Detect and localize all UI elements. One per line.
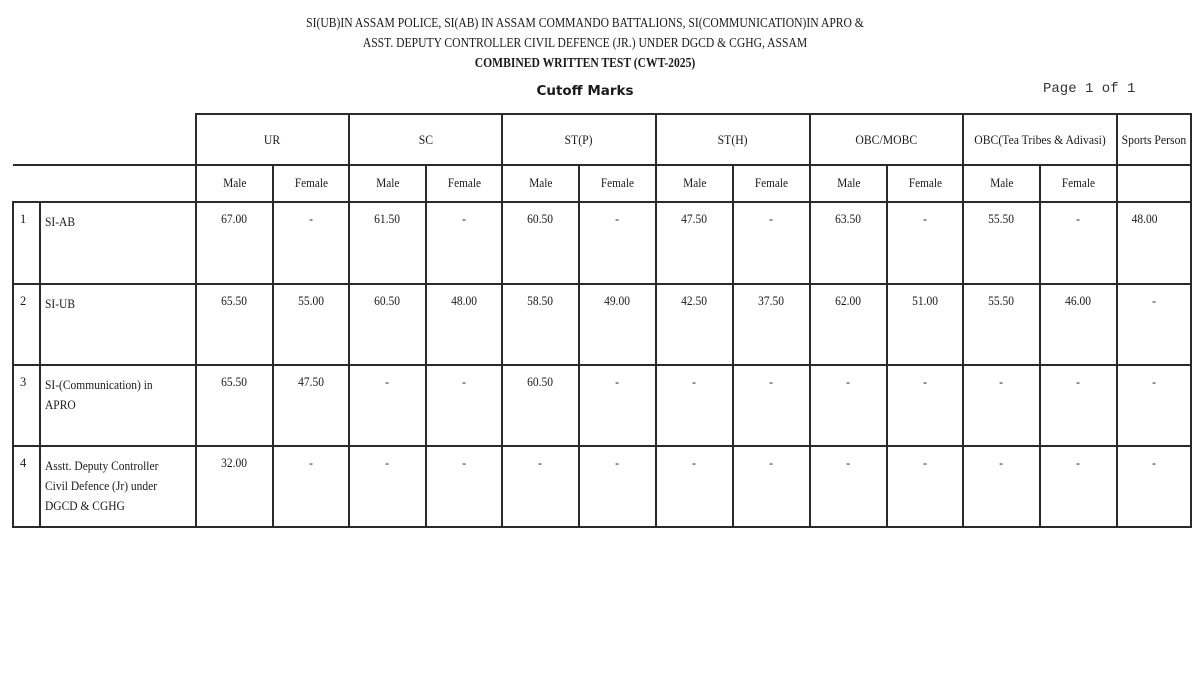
cutoff-cell: - (502, 446, 579, 527)
post-name: SI-UB (40, 284, 196, 365)
sub-header-male: Male (196, 165, 273, 202)
header-line-2: ASST. DEPUTY CONTROLLER CIVIL DEFENCE (JR.) UNDER DGCD & CGHG, ASSAM (362, 35, 808, 50)
cutoff-cell: - (887, 365, 963, 446)
post-name: Asstt. Deputy Controller Civil Defence (Jr) under DGCD & CGHG (40, 446, 196, 527)
row-number: 3 (13, 365, 40, 446)
category-header: UR (196, 114, 349, 165)
row-number: 1 (13, 202, 40, 284)
sub-header-female: Female (426, 165, 502, 202)
cutoff-cell: - (426, 446, 502, 527)
cutoff-cell: - (887, 202, 963, 284)
table-row (13, 284, 1191, 365)
gender-header-row (13, 165, 1191, 202)
cutoff-cell: - (733, 202, 810, 284)
cutoff-cell: - (273, 446, 349, 527)
header-blank (13, 114, 196, 165)
cutoff-cell: - (963, 446, 1040, 527)
row-number: 2 (13, 284, 40, 365)
table-row (13, 446, 1191, 527)
cutoff-cell: - (733, 365, 810, 446)
sub-header-male: Male (810, 165, 887, 202)
cutoff-cell: 55.50 (963, 284, 1040, 365)
cutoff-cell: - (887, 446, 963, 527)
cutoff-cell: 37.50 (733, 284, 810, 365)
cutoff-cell: - (349, 446, 426, 527)
post-name: SI-(Communication) in APRO (40, 365, 196, 446)
cutoff-table (12, 113, 1192, 528)
table-row (13, 365, 1191, 446)
cutoff-cell: - (426, 365, 502, 446)
cutoff-cell: - (579, 202, 656, 284)
header-line-3: COMBINED WRITTEN TEST (CWT-2025) (474, 55, 696, 70)
cutoff-cell: - (733, 446, 810, 527)
cutoff-cell: 46.00 (1040, 284, 1117, 365)
header-line-1: SI(UB)IN ASSAM POLICE, SI(AB) IN ASSAM COMMANDO BATTALIONS, SI(COMMUNICATION)IN APRO & (306, 15, 864, 30)
cutoff-cell: 47.50 (273, 365, 349, 446)
page-info: Page 1 of 1 (1043, 81, 1136, 97)
cutoff-cell: - (426, 202, 502, 284)
cutoff-cell: - (273, 202, 349, 284)
cutoff-cell: 55.50 (963, 202, 1040, 284)
cutoff-cell: 63.50 (810, 202, 887, 284)
cutoff-cell: 60.50 (349, 284, 426, 365)
sub-header-female: Female (887, 165, 963, 202)
sub-header-female: Female (273, 165, 349, 202)
category-header: OBC(Tea Tribes & Adivasi) (963, 114, 1117, 165)
sub-header-male: Male (502, 165, 579, 202)
cutoff-cell: - (963, 365, 1040, 446)
cutoff-cell: - (810, 446, 887, 527)
sub-header-sports-blank (1117, 165, 1191, 202)
cutoff-cell: - (1117, 446, 1191, 527)
header-blank (13, 165, 196, 202)
category-header: OBC/MOBC (810, 114, 963, 165)
category-header-row (13, 114, 1191, 165)
cutoff-cell: 62.00 (810, 284, 887, 365)
table-row (13, 202, 1191, 284)
cutoff-cell: - (656, 446, 733, 527)
category-header: SC (349, 114, 502, 165)
cutoff-cell: 61.50 (349, 202, 426, 284)
row-number: 4 (13, 446, 40, 527)
cutoff-cell: 51.00 (887, 284, 963, 365)
category-header: ST(P) (502, 114, 656, 165)
cutoff-cell: - (1117, 365, 1191, 446)
cutoff-cell: - (656, 365, 733, 446)
cutoff-cell: 67.00 (196, 202, 273, 284)
cutoff-cell: - (579, 446, 656, 527)
subtitle-cutoff-marks: Cutoff Marks (536, 83, 634, 99)
cutoff-cell: 48.00 (1117, 202, 1191, 284)
sub-header-female: Female (733, 165, 810, 202)
cutoff-cell: 42.50 (656, 284, 733, 365)
cutoff-cell: 60.50 (502, 365, 579, 446)
category-header: ST(H) (656, 114, 810, 165)
sub-header-male: Male (656, 165, 733, 202)
cutoff-cell: 65.50 (196, 365, 273, 446)
cutoff-cell: - (1040, 446, 1117, 527)
cutoff-cell: 58.50 (502, 284, 579, 365)
cutoff-cell: - (810, 365, 887, 446)
cutoff-cell: 32.00 (196, 446, 273, 527)
cutoff-cell: 47.50 (656, 202, 733, 284)
sub-header-female: Female (1040, 165, 1117, 202)
cutoff-cell: - (349, 365, 426, 446)
post-name: SI-AB (40, 202, 196, 284)
cutoff-cell: - (1117, 284, 1191, 365)
cutoff-cell: 48.00 (426, 284, 502, 365)
cutoff-cell: - (1040, 202, 1117, 284)
sub-header-female: Female (579, 165, 656, 202)
cutoff-cell: - (579, 365, 656, 446)
cutoff-cell: 55.00 (273, 284, 349, 365)
sub-header-male: Male (963, 165, 1040, 202)
cutoff-cell: 49.00 (579, 284, 656, 365)
cutoff-cell: 60.50 (502, 202, 579, 284)
cutoff-cell: - (1040, 365, 1117, 446)
cutoff-cell: 65.50 (196, 284, 273, 365)
category-header: Sports Person (1117, 114, 1191, 165)
sub-header-male: Male (349, 165, 426, 202)
